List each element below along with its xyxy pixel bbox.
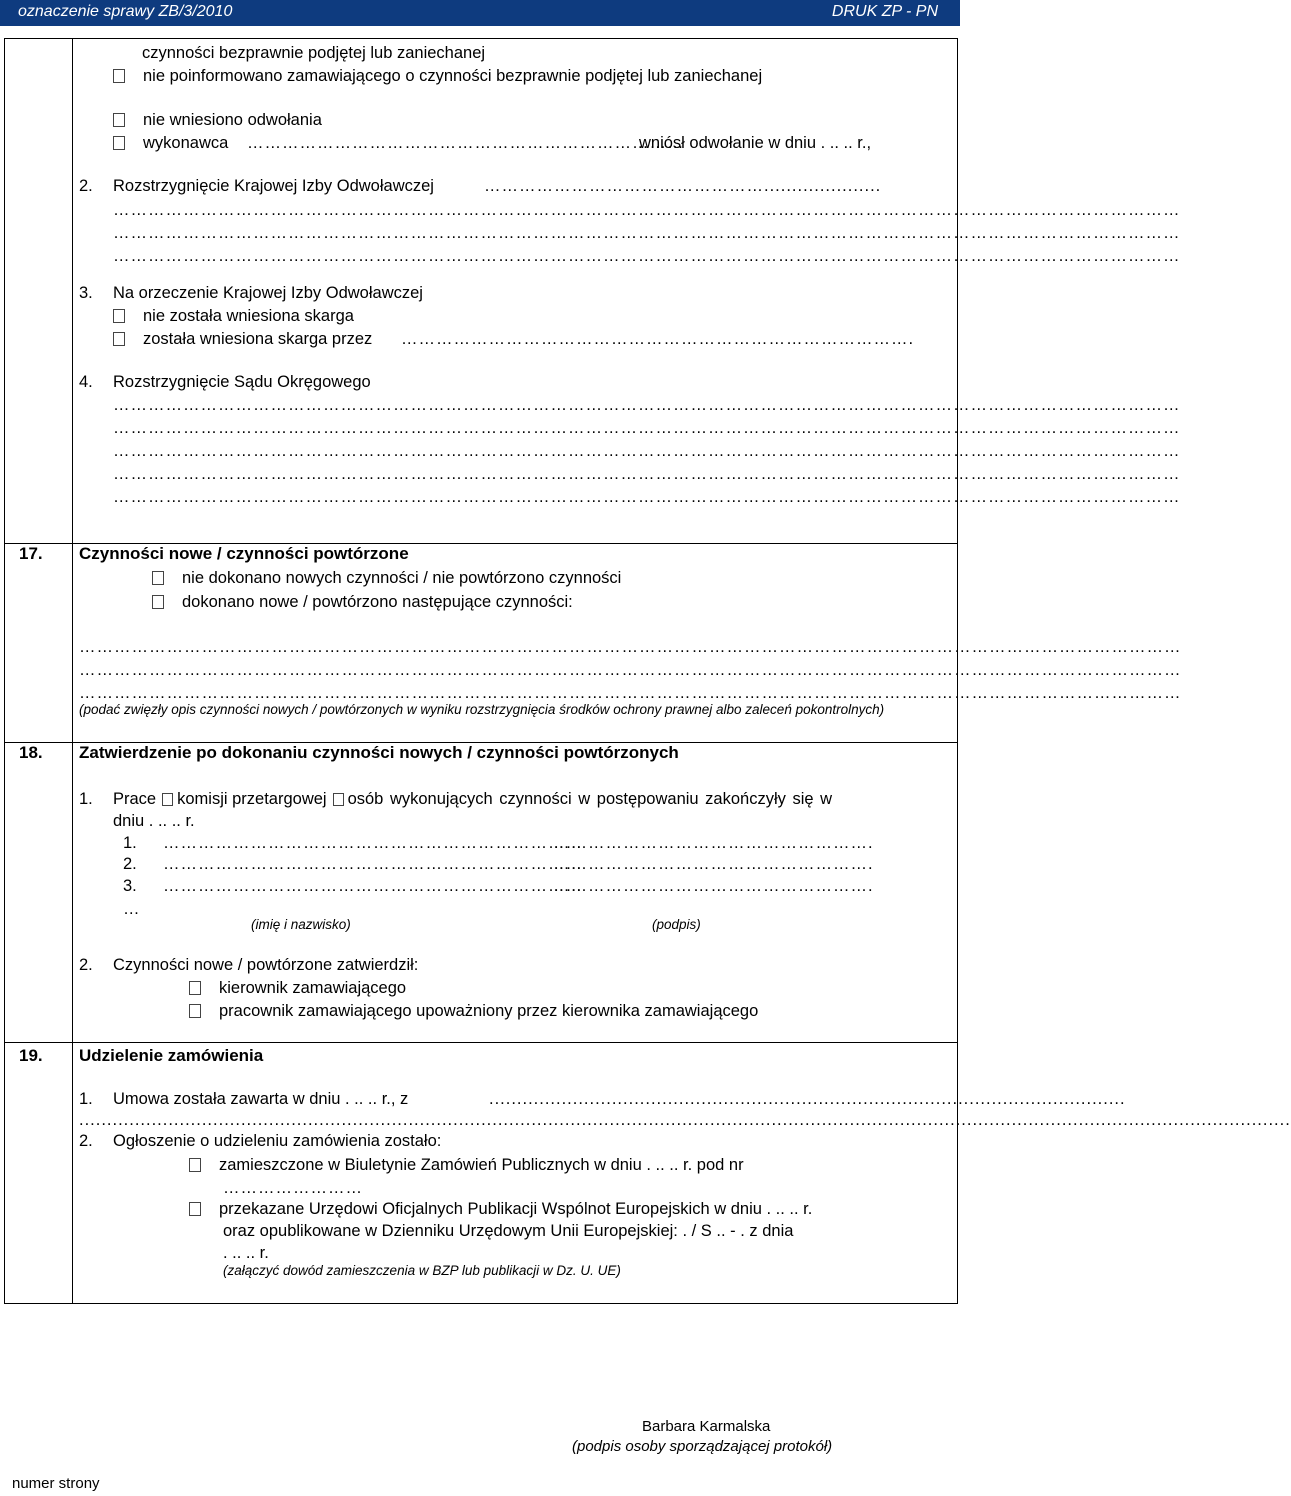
item-text: . .. .. r. xyxy=(223,1244,269,1262)
option-label: wniósł odwołanie w dniu . .. .. r., xyxy=(639,134,872,152)
checkbox-option[interactable] xyxy=(189,1199,812,1219)
signature-field: ………………………………………………. xyxy=(553,855,874,873)
item-label: Umowa została zawarta w dniu . .. .. r., z xyxy=(113,1090,409,1108)
option-label: zamieszczone w Biuletynie Zamówień Publicznych w dniu . .. .. r. pod nr xyxy=(219,1156,744,1174)
row-divider-19 xyxy=(5,1042,957,1043)
fill-in-dots: …………………………………………..................... xyxy=(484,177,882,195)
option-label: przekazane Urzędowi Oficjalnych Publikacji Wspólnot Europejskich w dniu . .. .. r. xyxy=(219,1200,813,1218)
page-header-bar xyxy=(0,0,960,26)
protocol-table xyxy=(4,38,1291,1304)
item-number: 2. xyxy=(79,1132,93,1150)
fill-in-dots: ………………………………………………………………………………………………………………………………………………………………… xyxy=(113,201,1181,219)
item-text: dniu . .. .. r. xyxy=(113,812,195,830)
option-label: nie poinformowano zamawiającego o czynności bezprawnie podjętej lub zaniechanej xyxy=(143,67,763,85)
name-field: ……………………………………………………………… xyxy=(163,877,583,895)
checkbox-icon[interactable] xyxy=(189,981,201,995)
option-label: nie dokonano nowych czynności / nie powtórzono czynności xyxy=(182,569,622,587)
checkbox-option[interactable] xyxy=(113,66,762,86)
checkbox-icon[interactable] xyxy=(113,332,125,346)
option-label: została wniesiona skarga przez xyxy=(143,330,373,348)
checkbox-icon[interactable] xyxy=(333,793,344,806)
item-number: 1. xyxy=(79,1090,93,1108)
checkbox-icon[interactable] xyxy=(152,571,164,585)
option-label: nie wniesiono odwołania xyxy=(143,111,322,129)
fill-in-dots: ......................................................................................................................................................................................................................... xyxy=(79,1111,1291,1129)
fill-in-dots: ……………………………………………………………………………………………………………………………………………………………………… xyxy=(79,638,1182,656)
option-label: nie została wniesiona skarga xyxy=(143,307,354,325)
checkbox-option[interactable] xyxy=(113,329,372,349)
text-line: czynności bezprawnie podjętej lub zaniechanej xyxy=(142,44,486,62)
checkbox-option[interactable] xyxy=(113,306,354,326)
fill-in-dots: ………………………………………………………………………………………………………………………………………………………………… xyxy=(113,442,1181,460)
item-text: Prace komisji przetargowej osób wykonujących czynności w postępowaniu zakończyły się w xyxy=(113,790,833,808)
signature-field: ………………………………………………. xyxy=(553,877,874,895)
option-label: wykonawca xyxy=(143,134,229,152)
checkbox-icon[interactable] xyxy=(162,793,173,806)
fill-in-dots: ……………………………………………………………………………………………………………………………………………………………………… xyxy=(79,684,1182,702)
fill-in-dots: ………………………………………………………………… xyxy=(247,134,685,152)
item-number: 3. xyxy=(79,284,93,302)
fill-in-dots: ………………………………………………………………………………………………………………………………………………………………… xyxy=(113,488,1181,506)
checkbox-icon[interactable] xyxy=(189,1004,201,1018)
checkbox-option[interactable] xyxy=(113,133,228,153)
section-title: Udzielenie zamówienia xyxy=(79,1046,264,1065)
option-label: dokonano nowe / powtórzono następujące czynności: xyxy=(182,593,573,611)
item-number: 2. xyxy=(79,177,93,195)
section-number: 17. xyxy=(19,544,43,563)
name-field: ……………………………………………………………… xyxy=(163,855,583,873)
fill-in-dots: ………………………………………………………………………………………………………………………………………………………………… xyxy=(113,465,1181,483)
checkbox-option[interactable] xyxy=(189,1155,744,1175)
signer-name: Barbara Karmalska xyxy=(642,1418,771,1435)
checkbox-icon[interactable] xyxy=(152,595,164,609)
section-title: Zatwierdzenie po dokonaniu czynności nowych / czynności powtórzonych xyxy=(79,743,679,762)
option-label: pracownik zamawiającego upoważniony przez kierownika zamawiającego xyxy=(219,1002,759,1020)
case-reference: oznaczenie sprawy ZB/3/2010 xyxy=(18,3,233,20)
checkbox-icon[interactable] xyxy=(113,113,125,127)
item-text: oraz opublikowane w Dzienniku Urzędowym Unii Europejskiej: . / S .. - . z dnia xyxy=(223,1222,794,1240)
column-divider xyxy=(72,39,73,1303)
signer-caption: (podpis osoby sporządzającej protokół) xyxy=(572,1438,833,1455)
field-hint: (podać zwięzły opis czynności nowych / powtórzonych w wyniku rozstrzygnięcia środków ochrony prawnej albo zaleceń pokontrolnych) xyxy=(79,702,885,717)
caption-name: (imię i nazwisko) xyxy=(251,917,351,932)
fill-in-dots: ……………………………………………………………………………………………………………………………………………………………………… xyxy=(79,661,1182,679)
checkbox-icon[interactable] xyxy=(113,69,125,83)
checkbox-icon[interactable] xyxy=(113,309,125,323)
item-number: 2. xyxy=(79,956,93,974)
section-title: Czynności nowe / czynności powtórzone xyxy=(79,544,409,563)
row-number: 1. xyxy=(123,834,137,852)
checkbox-icon[interactable] xyxy=(189,1202,201,1216)
section-number: 19. xyxy=(19,1046,43,1065)
item-label: Rozstrzygnięcie Krajowej Izby Odwoławczej xyxy=(113,177,434,195)
checkbox-option[interactable] xyxy=(189,1001,758,1021)
fill-in-dots: …………………… xyxy=(223,1179,363,1197)
item-label: Rozstrzygnięcie Sądu Okręgowego xyxy=(113,373,371,391)
item-number: 4. xyxy=(79,373,93,391)
fill-in-dots: ………………………………………………………………………………………………………………………………………………………………… xyxy=(113,396,1181,414)
item-label: Na orzeczenie Krajowej Izby Odwoławczej xyxy=(113,284,423,302)
name-field: ……………………………………………………………… xyxy=(163,834,583,852)
checkbox-option[interactable] xyxy=(189,978,406,998)
fill-in-dots: ………………………………………………………………………………………………………………………………………………………………… xyxy=(113,224,1181,242)
checkbox-icon[interactable] xyxy=(189,1158,201,1172)
item-label: Czynności nowe / powtórzone zatwierdził: xyxy=(113,956,419,974)
caption-signature: (podpis) xyxy=(652,917,701,932)
fill-in-dots: .................................................................................................................. xyxy=(489,1090,1126,1108)
form-code: DRUK ZP - PN xyxy=(831,3,938,20)
option-label: kierownik zamawiającego xyxy=(219,979,407,997)
section-number: 18. xyxy=(19,743,43,762)
fill-in-dots: ……………………………………………………………………………. xyxy=(401,330,915,348)
field-hint: (załączyć dowód zamieszczenia w BZP lub publikacji w Dz. U. UE) xyxy=(223,1263,621,1278)
page-number: numer strony xyxy=(12,1475,100,1492)
item-label: Ogłoszenie o udzieleniu zamówienia zostało: xyxy=(113,1132,442,1150)
checkbox-option[interactable] xyxy=(152,568,621,588)
fill-in-dots: ………………………………………………………………………………………………………………………………………………………………… xyxy=(113,247,1181,265)
fill-in-dots: ………………………………………………………………………………………………………………………………………………………………… xyxy=(113,419,1181,437)
checkbox-option[interactable] xyxy=(152,592,573,612)
item-number: 1. xyxy=(79,790,93,808)
row-number: 2. xyxy=(123,855,137,873)
row-number: 3. xyxy=(123,877,137,895)
checkbox-option[interactable] xyxy=(113,110,322,130)
fill-in-dots: … xyxy=(123,900,141,918)
signature-field: ………………………………………………. xyxy=(553,834,874,852)
checkbox-icon[interactable] xyxy=(113,136,125,150)
